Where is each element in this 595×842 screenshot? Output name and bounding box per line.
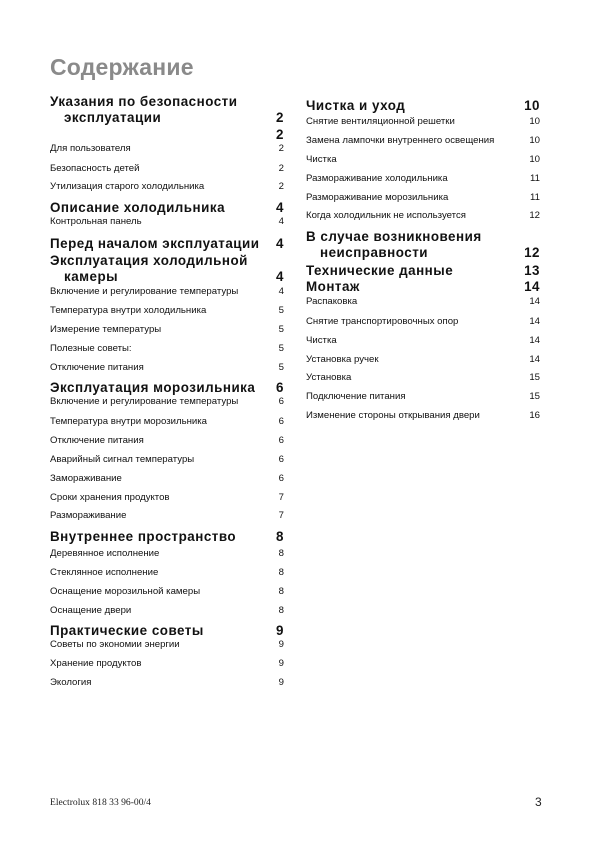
toc-entry-line	[50, 362, 284, 374]
toc-section-heading	[50, 529, 284, 545]
toc-subentry	[50, 286, 284, 298]
toc-page-number: 14	[524, 279, 540, 294]
toc-entry-line	[50, 473, 284, 485]
toc-entry-text: Безопасность детей	[50, 163, 140, 174]
toc-section-heading	[50, 200, 284, 216]
toc-heading-line	[50, 127, 284, 143]
toc-page-number: 6	[278, 435, 284, 446]
toc-entry-line	[50, 435, 284, 447]
toc-page-number: 8	[278, 605, 284, 616]
toc-entry-text: Оснащение морозильной камеры	[50, 586, 201, 597]
toc-page-number: 9	[278, 677, 284, 688]
toc-entry-text: Измерение температуры	[50, 324, 162, 335]
toc-heading-text: Описание холодильника	[50, 200, 226, 215]
toc-entry-text: Замораживание	[50, 473, 122, 484]
toc-entry-line	[306, 192, 540, 204]
toc-subentry	[50, 362, 284, 374]
toc-heading-text: Эксплуатация холодильной	[50, 253, 248, 268]
toc-entry-line	[306, 391, 540, 403]
toc-entry-line	[306, 372, 540, 384]
toc-entry-text: Стеклянное исполнение	[50, 567, 159, 578]
toc-entry-line	[306, 354, 540, 366]
toc-page-number: 4	[278, 216, 284, 227]
toc-page-number: 15	[529, 391, 540, 402]
toc-page-number: 9	[276, 623, 284, 638]
toc-subentry	[50, 305, 284, 317]
toc-entry-text: Снятие транспортировочных опор	[306, 316, 459, 327]
toc-subentry	[306, 316, 540, 328]
toc-page-number: 10	[524, 98, 540, 113]
toc-page-number: 6	[278, 416, 284, 427]
toc-page-number: 8	[276, 529, 284, 544]
toc-page-number: 14	[529, 316, 540, 327]
toc-entry-line	[50, 396, 284, 408]
toc-entry-text: Размораживание холодильника	[306, 173, 448, 184]
toc-page-number: 2	[278, 181, 284, 192]
toc-section-heading	[50, 236, 284, 252]
toc-subentry	[306, 410, 540, 422]
toc-page-number: 8	[278, 567, 284, 578]
toc-heading-text: Внутреннее пространство	[50, 529, 237, 544]
toc-page-number: 16	[529, 410, 540, 421]
toc-page-number: 6	[276, 380, 284, 395]
toc-page-number: 10	[529, 135, 540, 146]
toc-section-heading	[306, 279, 540, 295]
toc-subentry	[50, 605, 284, 617]
toc-subentry	[306, 372, 540, 384]
toc-page-number: 4	[276, 200, 284, 215]
toc-subentry	[50, 548, 284, 560]
toc-entry-text: Экология	[50, 677, 92, 688]
toc-entry-text: Температура внутри морозильника	[50, 416, 207, 427]
toc-entry-text: Когда холодильник не используется	[306, 210, 466, 221]
toc-subentry	[50, 163, 284, 175]
toc-entry-text: Сроки хранения продуктов	[50, 492, 170, 503]
toc-entry-line	[50, 567, 284, 579]
toc-page-number: 11	[530, 192, 540, 203]
toc-heading-text: Монтаж	[306, 279, 360, 294]
toc-subentry	[50, 324, 284, 336]
toc-page-number: 14	[529, 354, 540, 365]
toc-page-number: 12	[524, 245, 540, 260]
toc-heading-line	[50, 236, 284, 252]
toc-subentry	[50, 143, 284, 155]
toc-page-number: 4	[278, 286, 284, 297]
toc-page-number: 9	[278, 639, 284, 650]
toc-page-number: 8	[278, 586, 284, 597]
toc-heading-text: Указания по безопасности	[50, 94, 238, 109]
toc-page-number: 12	[529, 210, 540, 221]
toc-subentry	[50, 639, 284, 651]
toc-heading-line	[306, 263, 540, 279]
toc-subentry	[306, 135, 540, 147]
toc-subentry	[306, 296, 540, 308]
toc-entry-text: Подключение питания	[306, 391, 406, 402]
toc-section-heading	[50, 380, 284, 396]
toc-page-number: 9	[278, 658, 284, 669]
toc-heading-line	[50, 380, 284, 396]
toc-page-number: 6	[278, 473, 284, 484]
toc-subentry	[50, 416, 284, 428]
toc-entry-line	[50, 639, 284, 651]
toc-entry-line	[306, 410, 540, 422]
toc-entry-line	[50, 324, 284, 336]
toc-subentry	[306, 192, 540, 204]
toc-entry-text: Отключение питания	[50, 362, 144, 373]
toc-entry-text: Оснащение двери	[50, 605, 132, 616]
toc-heading-text: Перед началом эксплуатации	[50, 236, 260, 251]
toc-entry-line	[306, 173, 540, 185]
toc-heading-text: неисправности	[320, 245, 428, 260]
toc-subentry	[306, 335, 540, 347]
toc-subentry	[50, 216, 284, 228]
toc-page-number: 4	[276, 236, 284, 251]
toc-subentry	[50, 396, 284, 408]
toc-subentry	[50, 510, 284, 522]
toc-entry-line	[306, 210, 540, 222]
toc-page-number: 8	[278, 548, 284, 559]
toc-page-number: 2	[276, 110, 284, 125]
toc-section-heading	[50, 94, 284, 126]
toc-entry-line	[50, 677, 284, 689]
toc-page-number: 5	[278, 362, 284, 373]
toc-heading-line	[306, 229, 540, 245]
page-number: 3	[535, 795, 542, 809]
toc-entry-text: Включение и регулирование температуры	[50, 286, 239, 297]
toc-entry-text: Включение и регулирование температуры	[50, 396, 239, 407]
toc-entry-line	[50, 286, 284, 298]
toc-page-number: 5	[278, 324, 284, 335]
toc-entry-line	[50, 510, 284, 522]
toc-section-heading	[50, 127, 284, 143]
toc-page-number: 4	[276, 269, 284, 284]
toc-page-number: 11	[530, 173, 540, 184]
toc-page-number: 2	[276, 127, 284, 142]
toc-entry-line	[50, 548, 284, 560]
toc-subentry	[306, 154, 540, 166]
toc-entry-line	[306, 116, 540, 128]
toc-entry-text: Чистка	[306, 335, 337, 346]
toc-heading-text: камеры	[64, 269, 119, 284]
toc-entry-text: Размораживание	[50, 510, 127, 521]
toc-page-number: 5	[278, 343, 284, 354]
toc-entry-text: Для пользователя	[50, 143, 131, 154]
toc-entry-line	[50, 181, 284, 193]
toc-section-heading	[306, 263, 540, 279]
toc-page-number: 2	[278, 143, 284, 154]
toc-section-heading	[50, 253, 284, 285]
toc-heading-line	[50, 110, 284, 126]
toc-entry-text: Замена лампочки внутреннего освещения	[306, 135, 495, 146]
toc-page-number: 5	[278, 305, 284, 316]
toc-entry-text: Контрольная панель	[50, 216, 142, 227]
toc-entry-text: Полезные советы:	[50, 343, 132, 354]
toc-entry-line	[50, 163, 284, 175]
toc-subentry	[50, 586, 284, 598]
toc-heading-text: Технические данные	[306, 263, 454, 278]
toc-heading-text: Практические советы	[50, 623, 204, 638]
toc-entry-line	[306, 135, 540, 147]
toc-entry-line	[306, 296, 540, 308]
toc-section-heading	[50, 623, 284, 639]
toc-entry-line	[50, 586, 284, 598]
toc-page-number: 10	[529, 154, 540, 165]
toc-heading-text: Чистка и уход	[306, 98, 406, 113]
toc-page-number: 6	[278, 454, 284, 465]
toc-subentry	[50, 181, 284, 193]
toc-subentry	[306, 116, 540, 128]
toc-page-number: 13	[524, 263, 540, 278]
toc-entry-text: Снятие вентиляционной решетки	[306, 116, 455, 127]
toc-subentry	[50, 435, 284, 447]
toc-entry-line	[50, 416, 284, 428]
toc-subentry	[50, 567, 284, 579]
toc-entry-line	[50, 658, 284, 670]
toc-entry-line	[50, 605, 284, 617]
toc-heading-line	[50, 253, 284, 269]
toc-entry-text: Утилизация старого холодильника	[50, 181, 205, 192]
toc-heading-line	[50, 269, 284, 285]
toc-subentry	[50, 473, 284, 485]
toc-subentry	[50, 343, 284, 355]
toc-entry-line	[50, 216, 284, 228]
footer-doc-code: Electrolux 818 33 96-00/4	[50, 797, 151, 808]
toc-entry-text: Установка	[306, 372, 352, 383]
toc-page-number: 15	[529, 372, 540, 383]
toc-entry-text: Размораживание морозильника	[306, 192, 449, 203]
toc-entry-text: Изменение стороны открывания двери	[306, 410, 480, 421]
toc-entry-line	[306, 335, 540, 347]
page-title: Содержание	[50, 54, 194, 80]
toc-page-number: 2	[278, 163, 284, 174]
toc-entry-line	[50, 454, 284, 466]
toc-entry-line	[50, 305, 284, 317]
toc-entry-text: Распаковка	[306, 296, 358, 307]
toc-subentry	[50, 658, 284, 670]
toc-page-number: 7	[278, 510, 284, 521]
toc-subentry	[50, 454, 284, 466]
toc-subentry	[306, 391, 540, 403]
toc-entry-text: Деревянное исполнение	[50, 548, 160, 559]
toc-heading-line	[50, 94, 284, 110]
toc-entry-text: Хранение продуктов	[50, 658, 142, 669]
toc-subentry	[306, 210, 540, 222]
toc-heading-line	[50, 623, 284, 639]
toc-heading-line	[306, 245, 540, 261]
toc-section-heading	[306, 229, 540, 261]
toc-subentry	[306, 173, 540, 185]
toc-entry-text: Аварийный сигнал температуры	[50, 454, 195, 465]
toc-entry-text: Температура внутри холодильника	[50, 305, 207, 316]
toc-page-number: 6	[278, 396, 284, 407]
toc-heading-line	[306, 98, 540, 114]
toc-entry-line	[306, 154, 540, 166]
toc-heading-text: эксплуатации	[64, 110, 162, 125]
toc-subentry	[50, 492, 284, 504]
toc-heading-text: В случае возникновения	[306, 229, 482, 244]
toc-entry-line	[306, 316, 540, 328]
toc-entry-text: Установка ручек	[306, 354, 379, 365]
toc-entry-line	[50, 492, 284, 504]
toc-page-number: 7	[278, 492, 284, 503]
toc-subentry	[50, 677, 284, 689]
toc-subentry	[306, 354, 540, 366]
toc-entry-line	[50, 343, 284, 355]
toc-entry-text: Чистка	[306, 154, 337, 165]
toc-page-number: 10	[529, 116, 540, 127]
toc-entry-text: Отключение питания	[50, 435, 144, 446]
toc-page-number: 14	[529, 296, 540, 307]
toc-page-number: 14	[529, 335, 540, 346]
toc-entry-text: Советы по экономии энергии	[50, 639, 180, 650]
toc-heading-line	[50, 200, 284, 216]
toc-section-heading	[306, 98, 540, 114]
toc-heading-line	[50, 529, 284, 545]
toc-entry-line	[50, 143, 284, 155]
toc-heading-text: Эксплуатация морозильника	[50, 380, 256, 395]
toc-heading-line	[306, 279, 540, 295]
